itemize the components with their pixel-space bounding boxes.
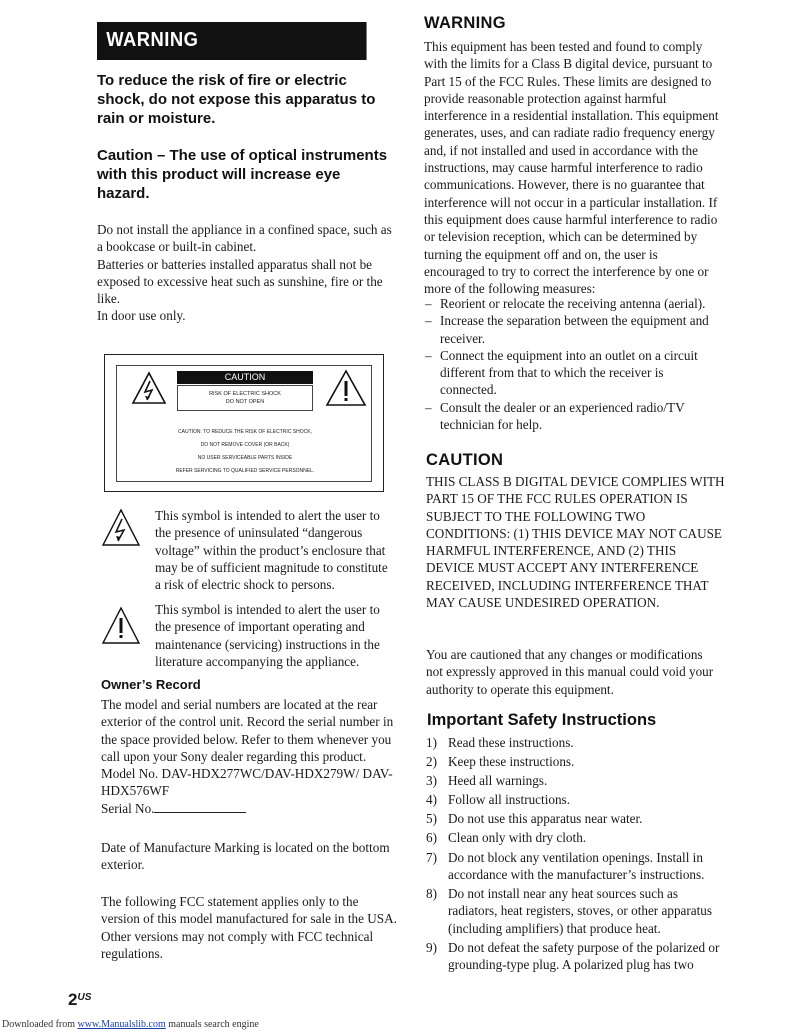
model-number-line: Model No. DAV-HDX277WC/DAV-HDX279W/ DAV-HDX576WF (101, 766, 393, 799)
safety-item-number: 8) (426, 885, 437, 901)
page-region-suffix: US (77, 992, 92, 1003)
safety-item (426, 772, 726, 789)
owners-record-heading: Owner’s Record (101, 677, 201, 692)
safety-instructions-heading: Important Safety Instructions (427, 711, 657, 729)
fcc-applicability-note: The following FCC statement applies only to the version of this model manufactured for sale in the USA. Other versions may not comply with FCC technical regulations. (101, 894, 397, 961)
install-paragraph: Batteries or batteries installed apparatus shall not be exposed to excessive heat such as sunshine, fire or the like. (97, 256, 383, 307)
safety-item-number: 2) (426, 754, 437, 770)
safety-item (426, 734, 726, 751)
label-risk-line: DO NOT OPEN (225, 399, 265, 405)
safety-item (426, 753, 726, 770)
exclamation-triangle-icon (325, 369, 367, 407)
label-risk-box (177, 385, 313, 411)
measure-item: – Connect the equipment into an outlet on a circuit different from that to which the receiver is connected. (424, 347, 720, 399)
label-line: REFER SERVICING TO QUALIFIED SERVICE PERSONNEL. (175, 468, 315, 474)
safety-item (426, 810, 726, 827)
label-line: DO NOT REMOVE COVER (OR BACK) (200, 442, 290, 448)
safety-item-text: Keep these instructions. (448, 754, 575, 770)
serial-number-line (101, 800, 397, 817)
lightning-triangle-icon (131, 371, 167, 405)
fcc-warning-heading: WARNING (424, 14, 506, 32)
safety-item (426, 829, 726, 846)
safety-item (426, 849, 726, 884)
symbol-voltage-text: This symbol is intended to alert the user to the presence of uninsulated “dangerous voltage” within the product’s enclosure that may be of sufficient magnitude to constitute a risk of electric shock to persons. (155, 508, 388, 593)
owners-record-body (101, 696, 397, 817)
page-number (68, 990, 91, 1010)
download-footer (2, 1019, 259, 1030)
safety-item (426, 791, 726, 808)
lightning-triangle-icon (101, 508, 141, 548)
safety-item-text: Follow all instructions. (448, 792, 570, 808)
safety-item-text: Do not install near any heat sources such as radiators, heat registers, stoves, or other apparatus (including amplifiers) that produce heat. (448, 885, 713, 936)
manualslib-link[interactable]: www.Manualslib.com (77, 1019, 166, 1030)
measure-item: – Consult the dealer or an experienced radio/TV technician for help. (424, 399, 720, 434)
safety-item-text: Read these instructions. (448, 735, 574, 750)
safety-item-text: Do not defeat the safety purpose of the polarized or grounding-type plug. A polarized plug has two (448, 939, 720, 972)
safety-instructions-list (426, 734, 726, 975)
measure-item: – Increase the separation between the equipment and receiver. (424, 312, 720, 347)
exclamation-triangle-icon (101, 606, 141, 646)
install-notes (97, 221, 393, 325)
safety-item-text: Do not use this apparatus near water. (448, 811, 643, 827)
safety-item (426, 939, 726, 974)
safety-item-number: 4) (426, 792, 437, 808)
safety-item-number: 6) (426, 830, 437, 846)
owners-record-text: The model and serial numbers are located at the rear exterior of the control unit. Record the serial number in the space provided below. Refer to them whenever you call upon your Sony dealer regarding this product. (101, 697, 394, 764)
caution-heading: CAUTION (426, 451, 504, 469)
footer-suffix: manuals search engine (168, 1019, 259, 1030)
install-paragraph: Do not install the appliance in a confined space, such as a bookcase or built-in cabinet. (97, 222, 392, 255)
caution-label-inner (116, 365, 372, 482)
serial-label: Serial No. (101, 800, 155, 816)
symbol-instructions-text: This symbol is intended to alert the user to the presence of important operating and maintenance (servicing) instructions in the literature accompanying the appliance. (155, 602, 380, 669)
interference-measures (424, 295, 720, 433)
safety-item-text: Clean only with dry cloth. (448, 830, 587, 846)
risk-heading: To reduce the risk of fire or electric shock, do not expose this apparatus to rain or moisture. (97, 72, 376, 127)
caution-label-figure (104, 354, 384, 492)
date-marking-note: Date of Manufacture Marking is located on the bottom exterior. (101, 840, 390, 873)
safety-item-number: 5) (426, 811, 437, 827)
optic-caution-heading: Caution – The use of optical instruments with this product will increase eye hazard. (97, 147, 388, 202)
label-line: NO USER SERVICEABLE PARTS INSIDE (197, 455, 293, 461)
safety-item-number: 7) (426, 849, 437, 865)
fcc-warning-body: This equipment has been tested and found to comply with the limits for a Class B digital device, pursuant to Part 15 of the FCC Rules. These limits are designed to provide reasonable protection against harmful interference in a residential installation. This equipment generates, uses, and can radiate radio frequency energy and, if not installed and used in accordance with the instructions, may cause harmful interference to radio communications. However, there is no guarantee that interference will not occur in a particular installation. If this equipment does cause harmful interference to radio or television reception, which can be determined by turning the equipment off and on, the user is encouraged to try to correct the interference by one or more of the following measures: (424, 39, 719, 297)
safety-item-number: 3) (426, 773, 437, 789)
footer-prefix: Downloaded from (2, 1019, 76, 1030)
page-number-value: 2 (68, 990, 78, 1009)
label-line: CAUTION: TO REDUCE THE RISK OF ELECTRIC SHOCK, (178, 429, 312, 435)
safety-item-number: 1) (426, 735, 437, 750)
install-paragraph: In door use only. (97, 308, 186, 324)
safety-item (426, 885, 726, 937)
safety-item-text: Heed all warnings. (448, 773, 548, 789)
safety-item-text: Do not block any ventilation openings. Install in accordance with the manufacturer’s instructions. (448, 849, 705, 882)
warning-banner: WARNING (97, 22, 367, 60)
safety-item-number: 9) (426, 939, 437, 955)
serial-blank (154, 801, 246, 813)
label-caption: CAUTION (177, 371, 313, 384)
modification-warning: You are cautioned that any changes or modifications not expressly approved in this manual could void your authority to operate this equipment. (426, 647, 714, 697)
caution-body: THIS CLASS B DIGITAL DEVICE COMPLIES WITH PART 15 OF THE FCC RULES OPERATION IS SUBJECT TO THE FOLLOWING TWO CONDITIONS: (1) THIS DEVICE MAY NOT CAUSE HARMFUL INTERFERENCE, AND (2) THIS DEVICE MUST ACCEPT ANY INTERFERENCE RECEIVED, INCLUDING INTERFERENCE THAT MAY CAUSE UNDESIRED OPERATION. (426, 474, 725, 611)
label-risk-line: RISK OF ELECTRIC SHOCK (209, 391, 281, 397)
measure-item: – Reorient or relocate the receiving antenna (aerial). (424, 295, 720, 312)
label-text-lines (117, 426, 373, 478)
